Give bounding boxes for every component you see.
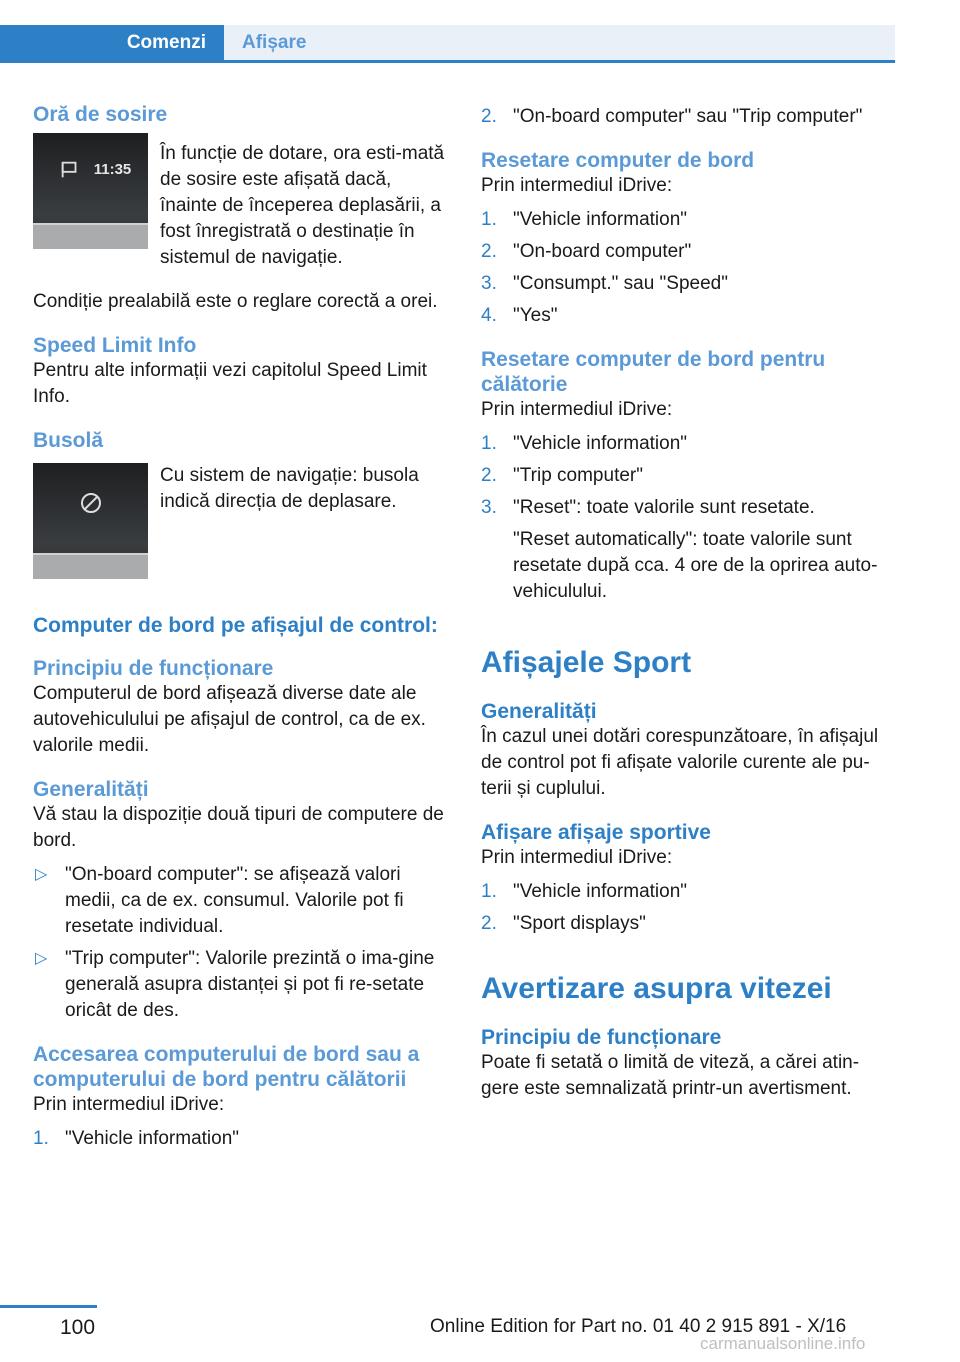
- triangle-bullet-icon: ▷: [35, 950, 48, 967]
- edition-note: Online Edition for Part no. 01 40 2 915 891 - X/16: [430, 1316, 847, 1337]
- footer-divider: [0, 1305, 97, 1308]
- generalitati-paragraph: Vă stau la dispoziție două tipuri de computere de bord.: [33, 804, 444, 851]
- heading-resetare-calatorie: Resetare computer de bord pentru călătorie: [481, 348, 826, 396]
- list-item: [481, 911, 896, 937]
- reset-steps: [481, 207, 896, 329]
- header-divider: [0, 60, 895, 63]
- page-number: 100: [60, 1316, 96, 1339]
- heading-sport-generalitati: Generalități: [481, 700, 597, 723]
- list-item: [481, 495, 896, 605]
- heading-avert-principiu: Principiu de funcționare: [481, 1026, 722, 1049]
- list-item: [481, 879, 896, 905]
- heading-computer-de-bord: Computer de bord pe afișajul de control:: [33, 614, 438, 637]
- list-item: [481, 207, 896, 233]
- step-number: 2.: [481, 241, 497, 262]
- tab-comenzi[interactable]: Comenzi: [0, 25, 224, 63]
- accesare-steps: [33, 1126, 448, 1152]
- step-text: "Consumpt." sau "Speed": [513, 273, 728, 294]
- reset-trip-paragraph: Prin intermediul iDrive:: [481, 399, 673, 420]
- step-number: 2.: [481, 913, 497, 934]
- step-text: "Reset": toate valorile sunt resetate.: [513, 497, 815, 518]
- step-number: 1.: [481, 433, 497, 454]
- avert-paragraph: Poate fi setată o limită de viteză, a cărei atin-gere este semnalizată printr-un avertisment.: [481, 1052, 860, 1099]
- principiu-paragraph: Computerul de bord afișează diverse date ale autovehiculului pe afișajul de control, ca de ex. valorile medii.: [33, 683, 426, 756]
- sport-gen-paragraph: În cazul unei dotări corespunzătoare, în afișajul de control pot fi afișate valorile curente ale pu-terii și cuplului.: [481, 726, 879, 799]
- sport-show-paragraph: Prin intermediul iDrive:: [481, 847, 673, 868]
- list-item: [481, 303, 896, 329]
- list-item: [33, 862, 448, 940]
- step-number: 1.: [481, 209, 497, 230]
- list-item: [481, 271, 896, 297]
- header: [0, 0, 960, 64]
- list-item: [481, 431, 896, 457]
- computer-types-list: [33, 862, 448, 1024]
- reset-trip-steps: [481, 431, 896, 605]
- step-number: 3.: [481, 497, 497, 518]
- thumb-status-bar: [33, 553, 148, 579]
- step-number: 2.: [481, 465, 497, 486]
- arrival-time-image: [33, 133, 148, 249]
- heading-principiu: Principiu de funcționare: [33, 657, 274, 680]
- heading-speed-limit-info: Speed Limit Info: [33, 334, 197, 357]
- heading-busola: Busolă: [33, 429, 104, 452]
- bullet-text: "On-board computer": se afișează valori medii, ca de ex. consumul. Valorile pot fi resetate individual.: [65, 864, 404, 937]
- list-item: [33, 946, 448, 1024]
- ora-block: [33, 127, 448, 271]
- step-number: 4.: [481, 305, 497, 326]
- list-item: [481, 239, 896, 265]
- step-number: 1.: [481, 881, 497, 902]
- thumb-status-bar: [33, 223, 148, 249]
- right-column: [481, 102, 896, 1102]
- list-item: [481, 463, 896, 489]
- compass-icon: [79, 491, 103, 515]
- speed-paragraph: Pentru alte informații vezi capitolul Speed Limit Info.: [33, 360, 427, 407]
- bullet-text: "Trip computer": Valorile prezintă o ima-gine generală asupra distanței și pot fi re-setate oricât de des.: [65, 948, 435, 1021]
- reset-paragraph: Prin intermediul iDrive:: [481, 175, 673, 196]
- ora-paragraph: În funcție de dotare, ora esti-mată de sosire este afișată dacă, înainte de începerea deplasării, a fost înregistrată o destinație în sistemul de navigație.: [160, 143, 445, 268]
- step-text: "On-board computer": [513, 241, 692, 262]
- accesare-paragraph: Prin intermediul iDrive:: [33, 1094, 225, 1115]
- triangle-bullet-icon: ▷: [35, 866, 48, 883]
- heading-resetare-computer: Resetare computer de bord: [481, 149, 755, 172]
- accesare-steps-cont: [481, 104, 896, 130]
- step-number: 3.: [481, 273, 497, 294]
- step-text: "On-board computer" sau "Trip computer": [513, 106, 863, 127]
- step-text: "Vehicle information": [513, 209, 688, 230]
- tab-afisare[interactable]: Afișare: [224, 25, 895, 61]
- step-text: "Trip computer": [513, 465, 643, 486]
- ora-note: Condiție prealabilă este o reglare corectă a orei.: [33, 291, 438, 312]
- step-text: "Sport displays": [513, 913, 646, 934]
- step-number: 2.: [481, 106, 497, 127]
- list-item: [33, 1126, 448, 1152]
- step-number: 1.: [33, 1128, 49, 1149]
- step-text: "Vehicle information": [513, 433, 688, 454]
- sport-steps: [481, 879, 896, 937]
- heading-generalitati: Generalități: [33, 778, 149, 801]
- heading-afisajele-sport: Afișajele Sport: [481, 646, 692, 679]
- heading-afisare-sportive: Afișare afișaje sportive: [481, 821, 711, 844]
- list-item: [481, 104, 896, 130]
- heading-avertizare-viteza: Avertizare asupra vitezei: [481, 972, 832, 1005]
- step-text: "Vehicle information": [513, 881, 688, 902]
- step-text: "Vehicle information": [65, 1128, 240, 1149]
- left-column: [33, 102, 448, 1158]
- busola-block: [33, 453, 448, 579]
- step-text: "Yes": [513, 305, 558, 326]
- heading-ora-de-sosire: Oră de sosire: [33, 103, 168, 126]
- heading-accesare: Accesarea computerului de bord sau a computerului de bord pentru călătorii: [33, 1043, 420, 1091]
- arrival-time-readout: 11:35: [93, 161, 132, 178]
- step-subtext: "Reset automatically": toate valorile sunt resetate după cca. 4 ore de la oprirea auto-vehiculului.: [513, 529, 878, 602]
- watermark: carmanualsonline.info: [700, 1334, 866, 1353]
- busola-paragraph: Cu sistem de navigație: busola indică direcția de deplasare.: [160, 465, 419, 512]
- compass-image: [33, 463, 148, 579]
